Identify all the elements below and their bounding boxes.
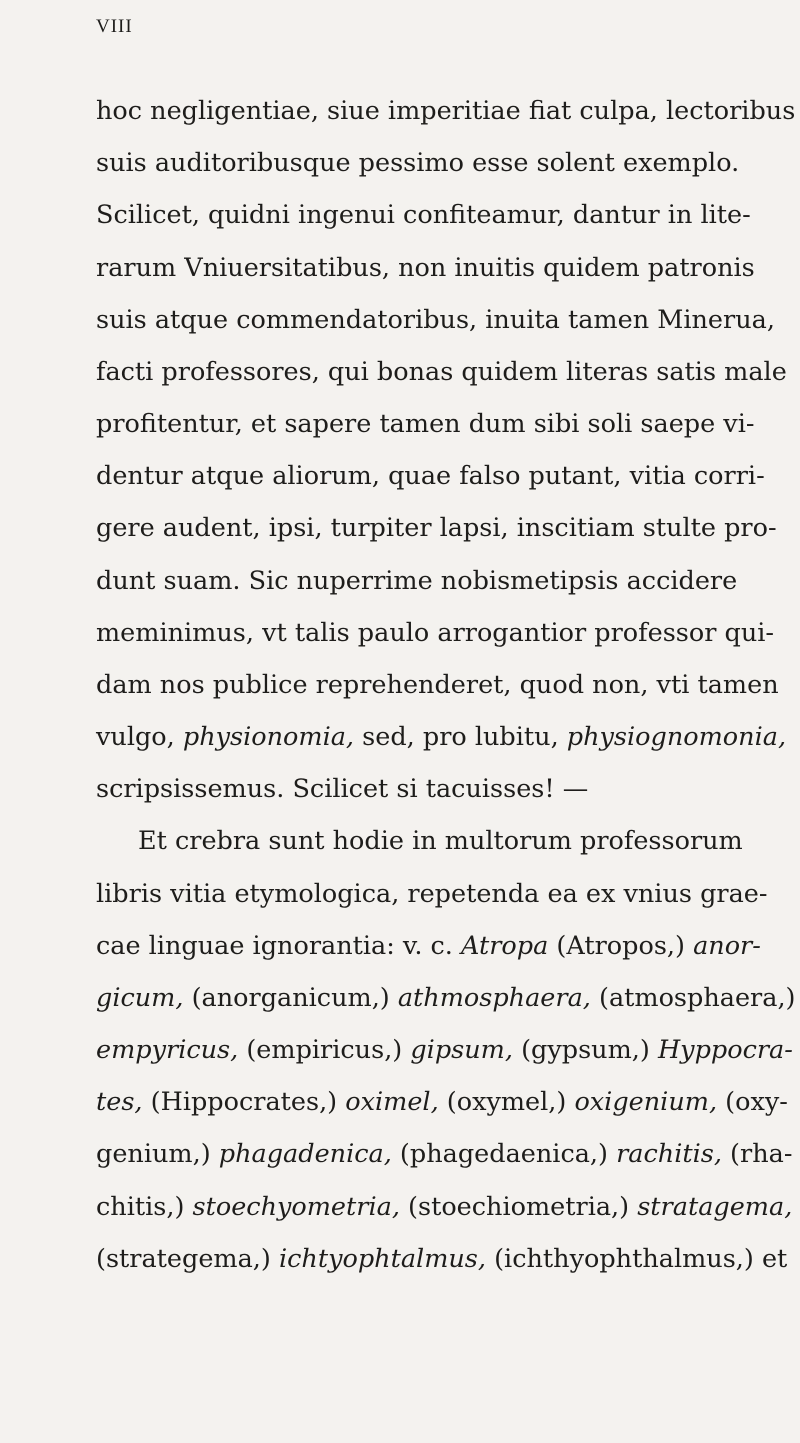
italic-term: stratagema,: [637, 1192, 793, 1222]
text-line: suis atque commendatoribus, inuita tamen Minerua,: [96, 305, 775, 335]
italic-term: phagadenica,: [218, 1139, 392, 1169]
italic-term: tes,: [96, 1087, 143, 1117]
text-line: hoc negligentiae, siue imperitiae fiat culpa, lectoribus: [96, 96, 796, 126]
text-line: dunt suam. Sic nuperrime nobismetipsis accidere: [96, 566, 738, 596]
italic-term: empyricus,: [96, 1035, 239, 1065]
italic-term: oxigenium,: [574, 1087, 718, 1117]
text-line: Et crebra sunt hodie in multorum professorum: [138, 826, 743, 856]
italic-term: Hyppocra-: [657, 1035, 793, 1065]
text-line: Scilicet, quidni ingenui confiteamur, dantur in lite-: [96, 200, 751, 230]
text-line: libris vitia etymologica, repetenda ea ex vnius grae-: [96, 879, 768, 909]
text-line: cae linguae ignorantia: v. c. Atropa (Atropos,) anor-: [96, 931, 761, 961]
text-line: meminimus, vt talis paulo arrogantior professor qui-: [96, 618, 775, 648]
text-line: facti professores, qui bonas quidem literas satis male: [96, 357, 787, 387]
text-line: genium,) phagadenica, (phagedaenica,) rachitis, (rha-: [96, 1139, 793, 1169]
italic-term: anor-: [693, 931, 761, 961]
text-line: dam nos publice reprehenderet, quod non, vti tamen: [96, 670, 779, 700]
italic-term: rachitis,: [616, 1139, 722, 1169]
italic-term: gicum,: [96, 983, 184, 1013]
italic-term: gipsum,: [410, 1035, 513, 1065]
italic-term: athmosphaera,: [397, 983, 591, 1013]
text-line: chitis,) stoechyometria, (stoechiometria,) stratagema,: [96, 1192, 793, 1222]
text-line: suis auditoribusque pessimo esse solent exemplo.: [96, 148, 740, 178]
text-line: gere audent, ipsi, turpiter lapsi, inscitiam stulte pro-: [96, 513, 777, 543]
text-line: vulgo, physionomia, sed, pro lubitu, physiognomonia,: [96, 722, 787, 752]
text-line: scripsissemus. Scilicet si tacuisses! —: [96, 774, 589, 804]
page-number: VIII: [96, 16, 133, 37]
italic-term: physiognomonia,: [566, 722, 787, 752]
text-line: (strategema,) ichtyophtalmus, (ichthyophthalmus,) et: [96, 1244, 788, 1274]
text-line: rarum Vniuersitatibus, non inuitis quidem patronis: [96, 253, 755, 283]
text-line: tes, (Hippocrates,) oximel, (oxymel,) oxigenium, (oxy-: [96, 1087, 788, 1117]
italic-term: ichtyophtalmus,: [278, 1244, 486, 1274]
text-line: dentur atque aliorum, quae falso putant, vitia corri-: [96, 461, 765, 491]
text-line: gicum, (anorganicum,) athmosphaera, (atmosphaera,): [96, 983, 796, 1013]
text-line: empyricus, (empiricus,) gipsum, (gypsum,) Hyppocra-: [96, 1035, 793, 1065]
italic-term: physionomia,: [182, 722, 355, 752]
italic-term: stoechyometria,: [192, 1192, 400, 1222]
italic-term: Atropa: [461, 931, 549, 961]
text-line: profitentur, et sapere tamen dum sibi soli saepe vi-: [96, 409, 755, 439]
italic-term: oximel,: [345, 1087, 439, 1117]
